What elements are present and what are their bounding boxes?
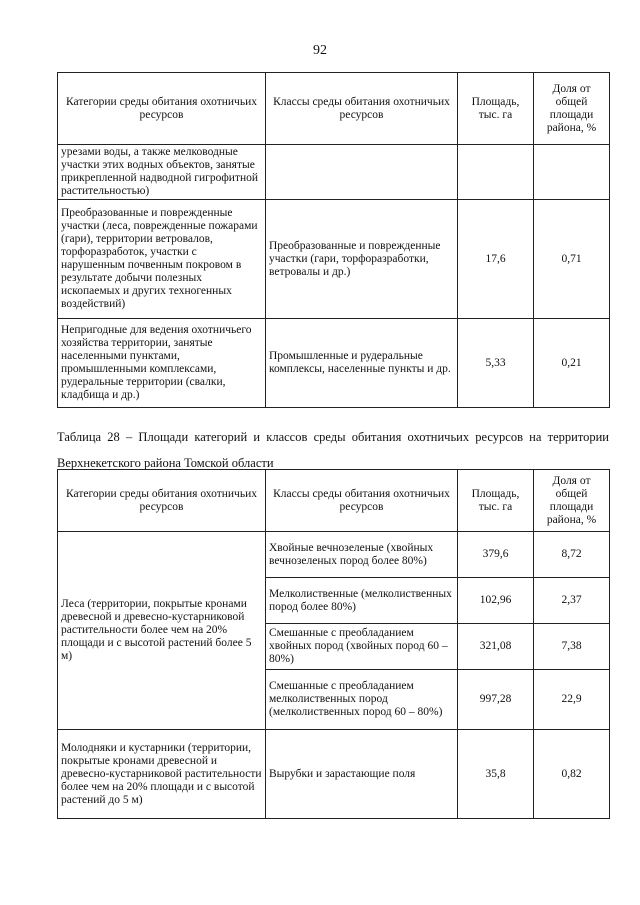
- caption-line-2: Верхнекетского района Томской области: [57, 456, 274, 470]
- share-cell: 8,72: [534, 532, 610, 578]
- header-area: Площадь, тыс. га: [458, 470, 534, 532]
- table-row: [58, 200, 610, 319]
- category-cell: Преобразованные и поврежденные участки (леса, поврежденные пожарами (гари), территории ветровалов, торфоразработок, участки с нарушенным почвенным покровом в результате добычи полезных ископаемых и других техногенных воздействий): [58, 200, 266, 319]
- table-header-row: [58, 73, 610, 145]
- class-cell: Хвойные вечнозеленые (хвойных вечнозеленых пород более 80%): [266, 532, 458, 578]
- table-row: [58, 730, 610, 819]
- area-cell: 17,6: [458, 200, 534, 319]
- page-number: 92: [313, 43, 327, 58]
- area-cell: 102,96: [458, 578, 534, 624]
- area-cell: 35,8: [458, 730, 534, 819]
- class-cell: Вырубки и зарастающие поля: [266, 730, 458, 819]
- category-cell: урезами воды, а также мелководные участки этих водных объектов, занятые прикрепленной надводной гигрофитной растительностью): [58, 145, 266, 200]
- class-cell: Смешанные с преобладанием хвойных пород (хвойных пород 60 – 80%): [266, 624, 458, 670]
- habitat-table-28: [57, 469, 610, 819]
- class-cell: Промышленные и рудеральные комплексы, населенные пункты и др.: [266, 319, 458, 408]
- class-cell: Преобразованные и поврежденные участки (гари, торфоразработки, ветровалы и др.): [266, 200, 458, 319]
- table-header-row: [58, 470, 610, 532]
- class-cell: Смешанные с преобладанием мелколиственных пород (мелколиственных пород 60 – 80%): [266, 670, 458, 730]
- table-row: [58, 532, 610, 578]
- class-cell: [266, 145, 458, 200]
- category-cell: Непригодные для ведения охотничьего хозяйства территории, занятые населенными пунктами, промышленными комплексами, рудеральные территории (свалки, кладбища и др.): [58, 319, 266, 408]
- caption-line-1: Таблица 28 – Площади категорий и классов среды обитания охотничьих ресурсов на территории: [57, 430, 609, 444]
- header-share: Доля от общей площади района, %: [534, 73, 610, 145]
- header-class: Классы среды обитания охотничьих ресурсов: [266, 73, 458, 145]
- share-cell: 0,21: [534, 319, 610, 408]
- area-cell: 5,33: [458, 319, 534, 408]
- header-area: Площадь, тыс. га: [458, 73, 534, 145]
- share-cell: 2,37: [534, 578, 610, 624]
- area-cell: 997,28: [458, 670, 534, 730]
- area-cell: [458, 145, 534, 200]
- header-category: Категории среды обитания охотничьих ресурсов: [58, 73, 266, 145]
- category-cell: Леса (территории, покрытые кронами древесной и древесно-кустарниковой растительности более чем на 20% площади и с высотой растений более 5 м): [58, 532, 266, 730]
- class-cell: Мелколиственные (мелколиственных пород более 80%): [266, 578, 458, 624]
- share-cell: 7,38: [534, 624, 610, 670]
- area-cell: 379,6: [458, 532, 534, 578]
- table-row: [58, 319, 610, 408]
- habitat-table-continued: [57, 72, 610, 408]
- share-cell: [534, 145, 610, 200]
- category-cell: Молодняки и кустарники (территории, покрытые кронами древесной и древесно-кустарниковой растительности более чем на 20% площади и с высотой растений до 5 м): [58, 730, 266, 819]
- share-cell: 22,9: [534, 670, 610, 730]
- table-row: [58, 145, 610, 200]
- area-cell: 321,08: [458, 624, 534, 670]
- header-class: Классы среды обитания охотничьих ресурсов: [266, 470, 458, 532]
- header-share: Доля от общей площади района, %: [534, 470, 610, 532]
- header-category: Категории среды обитания охотничьих ресурсов: [58, 470, 266, 532]
- share-cell: 0,82: [534, 730, 610, 819]
- share-cell: 0,71: [534, 200, 610, 319]
